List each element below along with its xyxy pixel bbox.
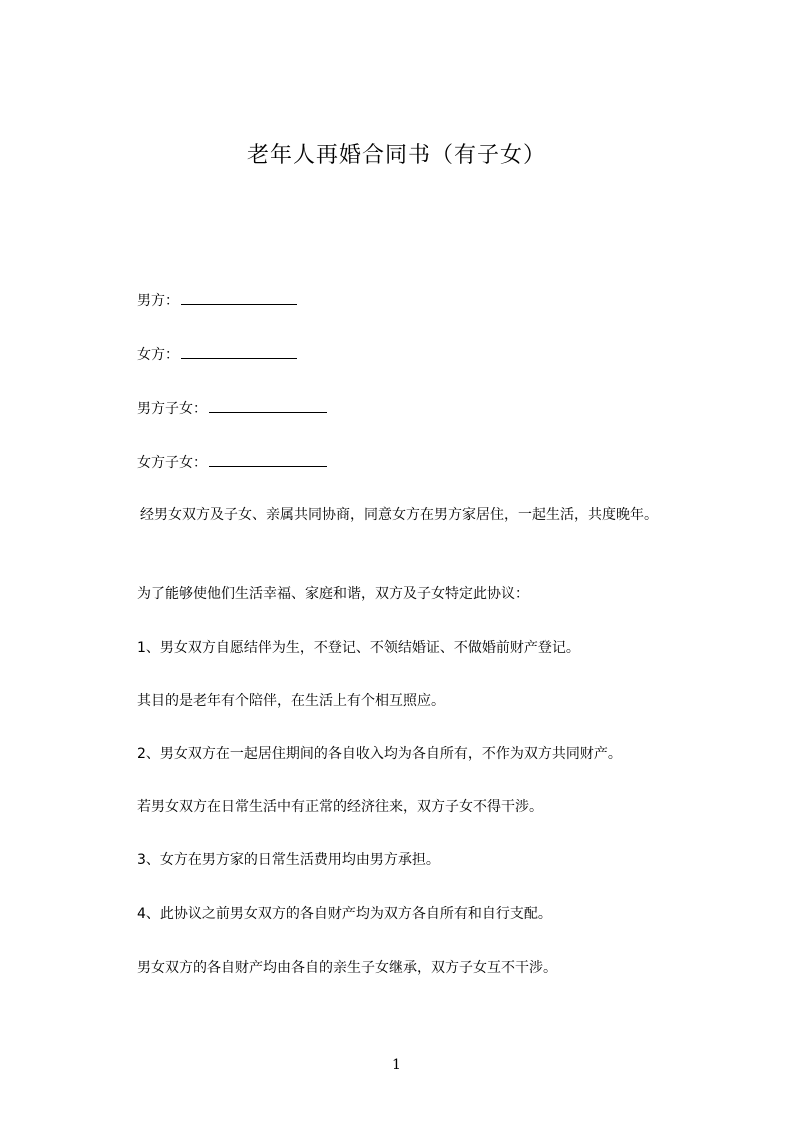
party-man-children-blank — [209, 398, 327, 413]
party-woman-children-blank — [209, 452, 327, 467]
clause-2-detail: 若男女双方在日常生活中有正常的经济往来，双方子女不得干涉。 — [137, 799, 543, 815]
party-man-children-line — [137, 398, 327, 419]
party-man-label: 男方： — [137, 293, 179, 309]
party-woman-children-label: 女方子女： — [137, 455, 207, 471]
party-man-blank — [181, 290, 297, 305]
party-woman-blank — [181, 344, 297, 359]
page-number: 1 — [392, 1057, 401, 1073]
clause-4-detail: 男女双方的各自财产均由各自的亲生子女继承，双方子女互不干涉。 — [137, 960, 557, 976]
document-title: 老年人再婚合同书（有子女） — [246, 143, 546, 168]
party-man-children-label: 男方子女： — [137, 401, 207, 417]
intro-paragraph: 经男女双方及子女、亲属共同协商，同意女方在男方家居住，一起生活，共度晚年。 — [140, 507, 658, 523]
party-woman-line — [137, 344, 297, 365]
clause-3: 3、女方在男方家的日常生活费用均由男方承担。 — [137, 852, 440, 868]
party-woman-label: 女方： — [137, 347, 179, 363]
party-man-line — [137, 290, 297, 311]
purpose-paragraph: 为了能够使他们生活幸福、家庭和谐，双方及子女特定此协议： — [137, 586, 529, 602]
clause-1-detail: 其目的是老年有个陪伴，在生活上有个相互照应。 — [137, 693, 445, 709]
clause-4: 4、此协议之前男女双方的各自财产均为双方各自所有和自行支配。 — [137, 906, 552, 922]
clause-1: 1、男女双方自愿结伴为生，不登记、不领结婚证、不做婚前财产登记。 — [137, 640, 580, 656]
party-woman-children-line — [137, 452, 327, 473]
clause-2: 2、男女双方在一起居住期间的各自收入均为各自所有，不作为双方共同财产。 — [137, 746, 622, 762]
